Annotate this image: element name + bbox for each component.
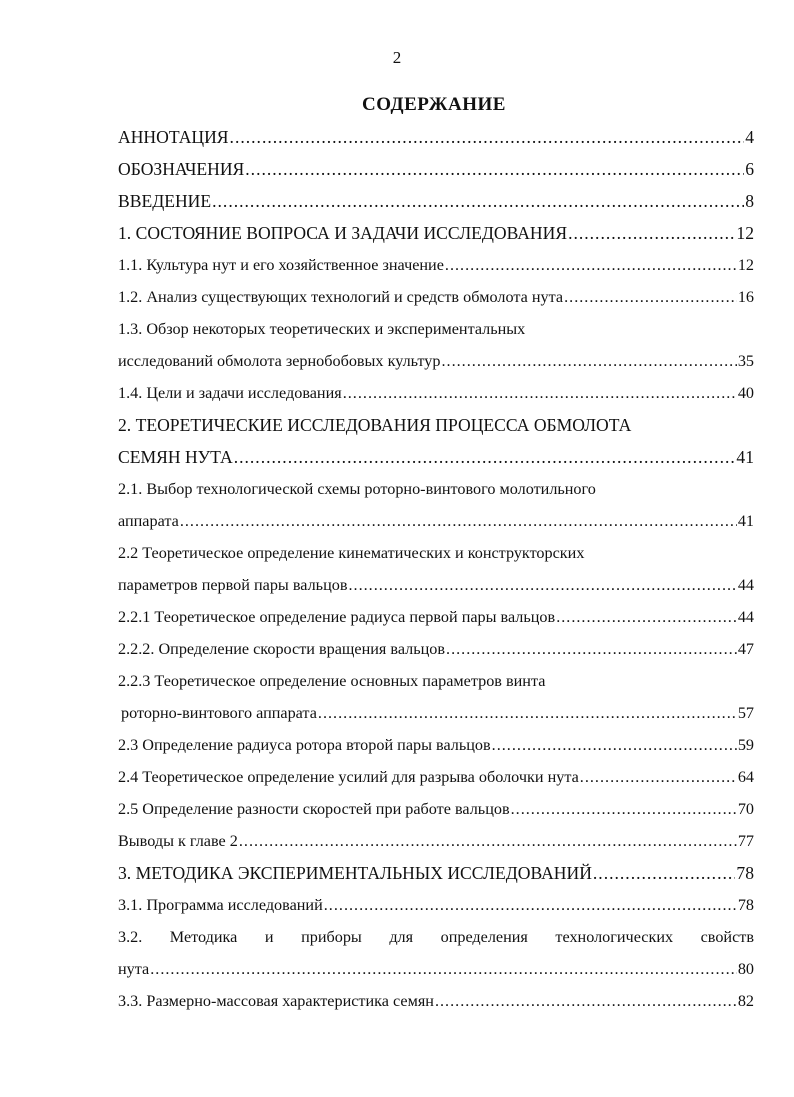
toc-page-number: 44	[737, 576, 754, 594]
dot-leader	[556, 601, 737, 633]
toc-page-number: 47	[737, 640, 754, 658]
toc-entry-text: 2.2 Теоретическое определение кинематических и конструкторских	[118, 544, 585, 562]
toc-entry-2-2-line-2[interactable]	[118, 569, 754, 601]
toc-page-number: 41	[736, 447, 754, 467]
toc-entry-text: роторно-винтового аппарата	[121, 704, 317, 722]
toc-page-number: 77	[737, 832, 754, 850]
dot-leader	[318, 697, 737, 729]
dot-leader	[568, 217, 735, 249]
dot-leader	[343, 377, 737, 409]
dot-leader	[445, 249, 737, 281]
toc-page-number: 70	[737, 800, 754, 818]
toc-entry-text: 2.3 Определение радиуса ротора второй пары вальцов	[118, 736, 491, 754]
toc-page-number: 16	[737, 288, 754, 306]
dot-leader	[230, 121, 745, 153]
toc-entry-text: 2.1. Выбор технологической схемы роторно-винтового молотильного	[118, 480, 596, 498]
toc-entry-2-4[interactable]	[118, 761, 754, 793]
toc-entry-chapter-2-line-2[interactable]	[118, 441, 754, 473]
toc-entry-2-2-line-1[interactable]	[118, 537, 754, 569]
toc-entry-text: 1.3. Обзор некоторых теоретических и экспериментальных	[118, 320, 526, 338]
toc-entry-chapter-3[interactable]	[118, 857, 754, 889]
toc-entry-chapter-1[interactable]	[118, 217, 754, 249]
toc-page-number: 12	[737, 256, 754, 274]
toc-entry-text: 2. ТЕОРЕТИЧЕСКИЕ ИССЛЕДОВАНИЯ ПРОЦЕССА ОБМОЛОТА	[118, 415, 632, 435]
toc-entry-text: 2.2.1 Теоретическое определение радиуса первой пары вальцов	[118, 608, 556, 626]
toc-entry-1-3-line-1[interactable]	[118, 313, 754, 345]
toc-entry-text: Выводы к главе 2	[118, 832, 238, 850]
toc-entry-text: 3.2. Методика и приборы для определения технологических свойств	[118, 928, 754, 946]
toc-entry-3-2-line-2[interactable]	[118, 953, 754, 985]
dot-leader	[348, 569, 736, 601]
toc-entry-3-1[interactable]	[118, 889, 754, 921]
dot-leader	[245, 153, 744, 185]
toc-entry-1-3-line-2[interactable]	[118, 345, 754, 377]
toc-page-number: 6	[745, 159, 754, 179]
toc-page-number: 80	[737, 960, 754, 978]
toc-page-number: 35	[737, 352, 754, 370]
toc-entry-text: аппарата	[118, 512, 179, 530]
toc-entry-text: 2.4 Теоретическое определение усилий для разрыва оболочки нута	[118, 768, 579, 786]
toc-page-number: 8	[745, 191, 754, 211]
toc-entry-2-2-1[interactable]	[118, 601, 754, 633]
toc-entry-text: ОБОЗНАЧЕНИЯ	[118, 159, 245, 179]
toc-entry-2-5[interactable]	[118, 793, 754, 825]
dot-leader	[580, 761, 737, 793]
toc-entry-3-2-line-1[interactable]	[118, 921, 754, 953]
toc-entry-text: 3.3. Размерно-массовая характеристика семян	[118, 992, 434, 1010]
toc-entry-2-3[interactable]	[118, 729, 754, 761]
toc-entry-text: 1.1. Культура нут и его хозяйственное значение	[118, 256, 444, 274]
toc-entry-text: СЕМЯН НУТА	[118, 447, 233, 467]
dot-leader	[446, 633, 737, 665]
toc-entry-text: 2.2.2. Определение скорости вращения вальцов	[118, 640, 446, 658]
toc-page-number: 4	[745, 127, 754, 147]
toc-entry-chapter-2-line-1[interactable]	[118, 409, 754, 441]
dot-leader	[593, 857, 736, 889]
toc-entry-3-3[interactable]	[118, 985, 754, 1017]
toc-entry-text: 1.4. Цели и задачи исследования	[118, 384, 342, 402]
toc-entry-conclusions-2[interactable]	[118, 825, 754, 857]
dot-leader	[180, 505, 737, 537]
toc-entry-text: АННОТАЦИЯ	[118, 127, 229, 147]
toc-page-number: 57	[737, 704, 754, 722]
table-of-contents	[118, 121, 754, 1017]
toc-entry-annotation[interactable]	[118, 121, 754, 153]
toc-page-number: 59	[737, 736, 754, 754]
toc-entry-2-2-3-line-2[interactable]	[118, 697, 754, 729]
dot-leader	[150, 953, 737, 985]
toc-page-number: 78	[737, 896, 754, 914]
toc-entry-text: параметров первой пары вальцов	[118, 576, 348, 594]
toc-entry-1-2[interactable]	[118, 281, 754, 313]
dot-leader	[511, 793, 737, 825]
toc-entry-1-1[interactable]	[118, 249, 754, 281]
toc-entry-2-1-line-1[interactable]	[118, 473, 754, 505]
dot-leader	[239, 825, 737, 857]
toc-entry-text: 2.5 Определение разности скоростей при работе вальцов	[118, 800, 510, 818]
toc-entry-text: нута	[118, 960, 150, 978]
toc-entry-introduction[interactable]	[118, 185, 754, 217]
toc-title: СОДЕРЖАНИЕ	[362, 94, 506, 115]
toc-page-number: 41	[737, 512, 754, 530]
dot-leader	[234, 441, 736, 473]
dot-leader	[324, 889, 737, 921]
page-number: 2	[392, 48, 402, 67]
toc-entry-2-1-line-2[interactable]	[118, 505, 754, 537]
toc-entry-text: исследований обмолота зернобобовых культур	[118, 352, 441, 370]
toc-entry-notation[interactable]	[118, 153, 754, 185]
toc-entry-text: 3. МЕТОДИКА ЭКСПЕРИМЕНТАЛЬНЫХ ИССЛЕДОВАНИЙ	[118, 863, 592, 883]
toc-entry-text: 3.1. Программа исследований	[118, 896, 323, 914]
toc-entry-text: ВВЕДЕНИЕ	[118, 191, 212, 211]
toc-entry-text: 1. СОСТОЯНИЕ ВОПРОСА И ЗАДАЧИ ИССЛЕДОВАНИЯ	[118, 223, 568, 243]
toc-entry-2-2-3-line-1[interactable]	[118, 665, 754, 697]
toc-page-number: 12	[736, 223, 754, 243]
toc-entry-text: 1.2. Анализ существующих технологий и средств обмолота нута	[118, 288, 564, 306]
toc-page-number: 44	[737, 608, 754, 626]
toc-page-number: 82	[737, 992, 754, 1010]
dot-leader	[212, 185, 744, 217]
dot-leader	[564, 281, 737, 313]
toc-page-number: 78	[736, 863, 754, 883]
dot-leader	[492, 729, 737, 761]
toc-page-number: 64	[737, 768, 754, 786]
toc-entry-text: 2.2.3 Теоретическое определение основных параметров винта	[118, 672, 546, 690]
dot-leader	[435, 985, 737, 1017]
toc-entry-2-2-2[interactable]	[118, 633, 754, 665]
toc-page-number: 40	[737, 384, 754, 402]
toc-entry-1-4[interactable]	[118, 377, 754, 409]
dot-leader	[441, 345, 736, 377]
